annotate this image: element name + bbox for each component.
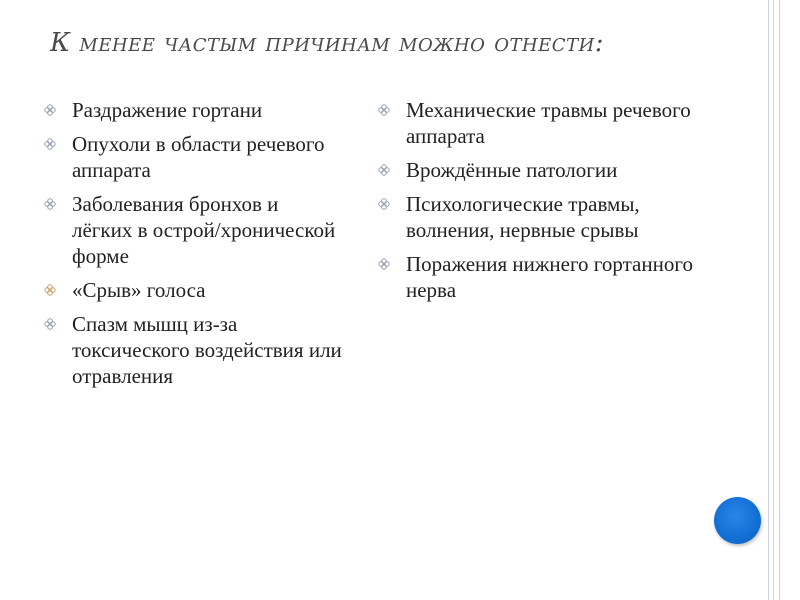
list-item — [44, 191, 344, 269]
list-item-text: Заболевания бронхов и лёгких в острой/хронической форме — [72, 192, 336, 268]
border-line — [779, 0, 780, 600]
list-item-text: Механические травмы речевого аппарата — [406, 98, 691, 148]
slide-title: К менее частым причинам можно отнести: — [50, 28, 605, 58]
clover-bullet-icon — [378, 198, 390, 210]
list-item — [378, 157, 708, 183]
list-item-text: Спазм мышц из-за токсического воздействия или отравления — [72, 312, 342, 388]
clover-bullet-icon — [378, 258, 390, 270]
border-line — [773, 0, 774, 600]
clover-bullet-icon — [44, 104, 56, 116]
clover-bullet-icon — [44, 284, 56, 296]
clover-bullet-icon — [44, 318, 56, 330]
list-item — [44, 131, 344, 183]
right-column — [378, 97, 708, 311]
clover-bullet-icon — [378, 104, 390, 116]
list-item — [44, 277, 344, 303]
list-item — [378, 191, 708, 243]
left-column — [44, 97, 344, 397]
list-item-text: Поражения нижнего гортанного нерва — [406, 252, 693, 302]
list-item — [378, 97, 708, 149]
list-item-text: Психологические травмы, волнения, нервные срывы — [406, 192, 640, 242]
list-item — [44, 97, 344, 123]
border-line — [768, 0, 769, 600]
clover-bullet-icon — [378, 164, 390, 176]
list-item-text: Опухоли в области речевого аппарата — [72, 132, 325, 182]
list-item — [44, 311, 344, 389]
clover-bullet-icon — [44, 198, 56, 210]
list-item-text: Раздражение гортани — [72, 98, 263, 122]
blue-circle-decoration — [714, 497, 761, 544]
slide-right-border — [765, 0, 800, 600]
list-item-text: «Срыв» голоса — [72, 278, 206, 302]
clover-bullet-icon — [44, 138, 56, 150]
list-item — [378, 251, 708, 303]
list-item-text: Врождённые патологии — [406, 158, 618, 182]
